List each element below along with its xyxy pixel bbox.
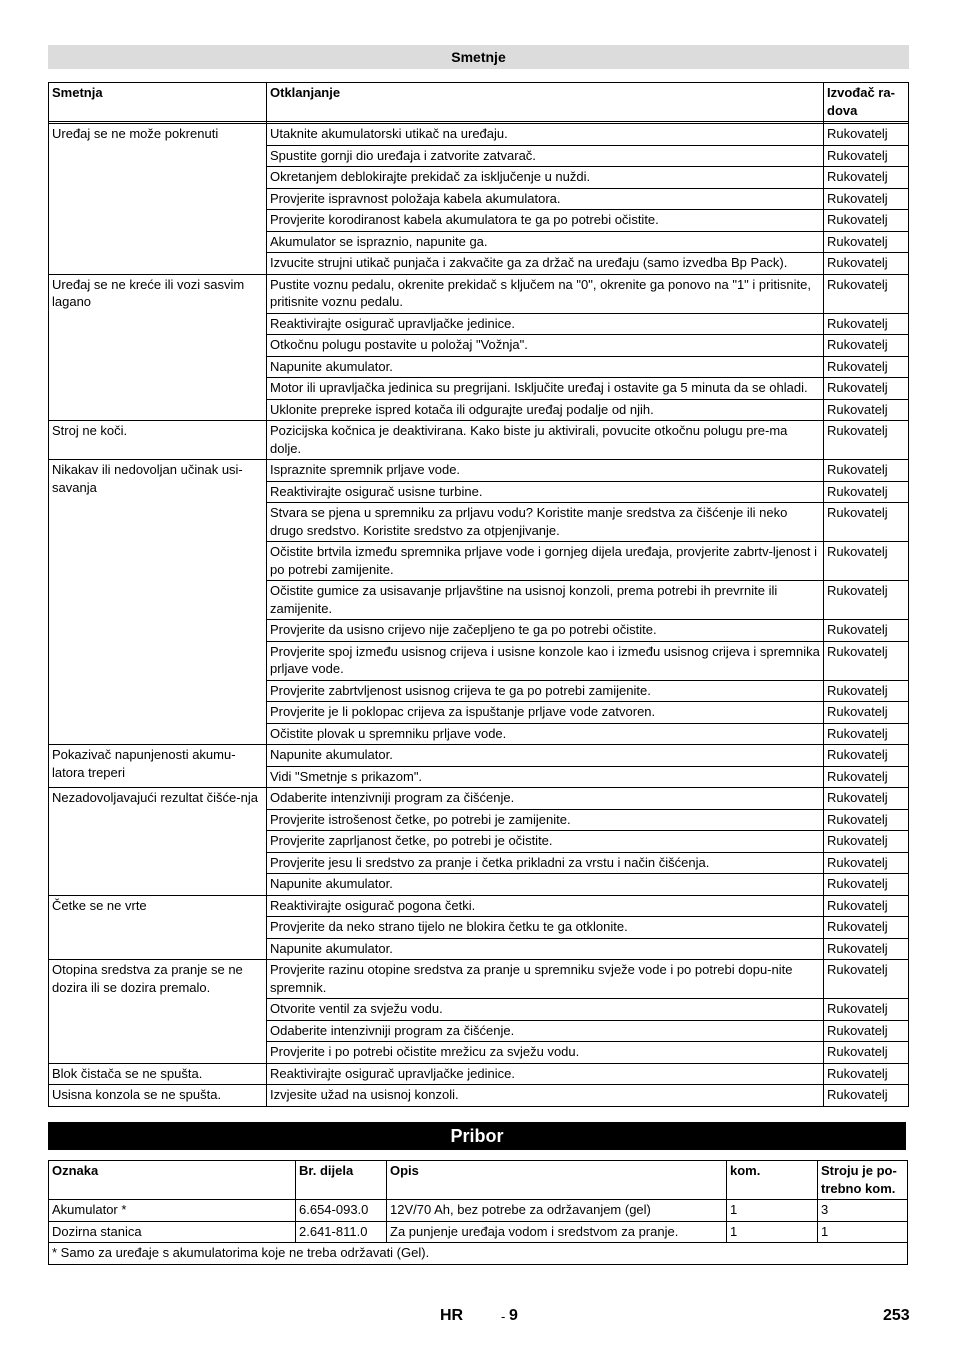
performer-cell: Rukovatelj (824, 356, 909, 378)
fault-cell: Otopina sredstva za pranje se ne dozira ili se dozira premalo. (49, 960, 267, 1064)
performer-cell: Rukovatelj (824, 1063, 909, 1085)
accessory-cell: 2.641-811.0 (296, 1221, 387, 1243)
table-row (49, 1063, 909, 1085)
performer-cell: Rukovatelj (824, 274, 909, 313)
remedy-cell: Napunite akumulator. (267, 874, 824, 896)
table-row (49, 788, 909, 810)
table-row (49, 960, 909, 999)
remedy-cell: Očistite brtvila između spremnika prljave vode i gornjeg dijela uređaja, provjerite zabrtv-ljenost i po potrebi zamijenite. (267, 542, 824, 581)
remedy-cell: Provjerite da neko strano tijelo ne blokira četku te ga otklonite. (267, 917, 824, 939)
fault-cell: Uređaj se ne kreće ili vozi sasvim lagano (49, 274, 267, 421)
accessory-cell: Za punjenje uređaja vodom i sredstvom za pranje. (387, 1221, 727, 1243)
remedy-cell: Odaberite intenzivniji program za čišćenje. (267, 1020, 824, 1042)
performer-cell: Rukovatelj (824, 680, 909, 702)
remedy-cell: Provjerite jesu li sredstvo za pranje i četka prikladni za vrstu i način čišćenja. (267, 852, 824, 874)
footer-language: HR (440, 1307, 464, 1324)
smetnje-table (48, 82, 909, 1107)
smetnje-header-row (49, 83, 909, 122)
performer-cell: Rukovatelj (824, 210, 909, 232)
performer-cell: Rukovatelj (824, 378, 909, 400)
accessory-cell: 1 (818, 1221, 908, 1243)
table-row (49, 1200, 908, 1222)
accessory-cell: 6.654-093.0 (296, 1200, 387, 1222)
performer-cell: Rukovatelj (824, 788, 909, 810)
footer-page-local: 9 (509, 1307, 518, 1324)
remedy-cell: Reaktivirajte osigurač upravljačke jedinice. (267, 1063, 824, 1085)
performer-cell: Rukovatelj (824, 1020, 909, 1042)
remedy-cell: Provjerite istrošenost četke, po potrebi je zamijenite. (267, 809, 824, 831)
performer-cell: Rukovatelj (824, 167, 909, 189)
header-potrebno-kom: Stroju je po- trebno kom. (818, 1161, 908, 1200)
performer-cell: Rukovatelj (824, 1085, 909, 1107)
remedy-cell: Napunite akumulator. (267, 745, 824, 767)
pribor-section-title: Pribor (48, 1122, 906, 1150)
performer-cell: Rukovatelj (824, 542, 909, 581)
header-smetnja: Smetnja (49, 83, 267, 122)
performer-cell: Rukovatelj (824, 852, 909, 874)
remedy-cell: Provjerite zabrtvljenost usisnog crijeva te ga po potrebi zamijenite. (267, 680, 824, 702)
remedy-cell: Motor ili upravljačka jedinica su pregrijani. Isključite uređaj i ostavite ga 5 minuta da se ohladi. (267, 378, 824, 400)
performer-cell: Rukovatelj (824, 581, 909, 620)
performer-cell: Rukovatelj (824, 503, 909, 542)
remedy-cell: Provjerite spoj između usisnog crijeva i usisne konzole kao i između usisnog crijeva i spremnika prljave vode. (267, 641, 824, 680)
remedy-cell: Očistite gumice za usisavanje prljavštine na usisnoj konzoli, prema potrebi ih prevrnite ili zamijenite. (267, 581, 824, 620)
footer-dash: - (501, 1309, 506, 1324)
remedy-cell: Provjerite i po potrebi očistite mrežicu za svježu vodu. (267, 1042, 824, 1064)
fault-cell: Usisna konzola se ne spušta. (49, 1085, 267, 1107)
table-row (49, 1221, 908, 1243)
pribor-body (49, 1200, 908, 1265)
footnote-row (49, 1243, 908, 1265)
performer-cell: Rukovatelj (824, 313, 909, 335)
header-opis: Opis (387, 1161, 727, 1200)
fault-cell: Četke se ne vrte (49, 895, 267, 960)
performer-cell: Rukovatelj (824, 460, 909, 482)
footnote-cell: * Samo za uređaje s akumulatorima koje ne treba održavati (Gel). (49, 1243, 908, 1265)
remedy-cell: Otvorite ventil za svježu vodu. (267, 999, 824, 1021)
table-row (49, 124, 909, 146)
remedy-cell: Vidi "Smetnje s prikazom". (267, 766, 824, 788)
performer-cell: Rukovatelj (824, 145, 909, 167)
fault-cell: Uređaj se ne može pokrenuti (49, 124, 267, 275)
accessory-cell: 1 (727, 1221, 818, 1243)
fault-cell: Blok čistača se ne spušta. (49, 1063, 267, 1085)
performer-cell: Rukovatelj (824, 481, 909, 503)
remedy-cell: Okretanjem deblokirajte prekidač za isključenje u nuždi. (267, 167, 824, 189)
remedy-cell: Provjerite razinu otopine sredstva za pranje u spremniku svježe vode i po potrebi dopu-nite spremnik. (267, 960, 824, 999)
remedy-cell: Izvjesite užad na usisnoj konzoli. (267, 1085, 824, 1107)
remedy-cell: Očistite plovak u spremniku prljave vode. (267, 723, 824, 745)
header-oznaka: Oznaka (49, 1161, 296, 1200)
smetnje-body (49, 124, 909, 1107)
fault-cell: Pokazivač napunjenosti akumu-latora treperi (49, 745, 267, 788)
remedy-cell: Otkočnu polugu postavite u položaj "Vožnja". (267, 335, 824, 357)
performer-cell: Rukovatelj (824, 723, 909, 745)
performer-cell: Rukovatelj (824, 745, 909, 767)
footer-page-number: 253 (883, 1307, 910, 1324)
accessory-cell: 12V/70 Ah, bez potrebe za održavanjem (gel) (387, 1200, 727, 1222)
remedy-cell: Reaktivirajte osigurač pogona četki. (267, 895, 824, 917)
table-row (49, 745, 909, 767)
table-row (49, 1085, 909, 1107)
performer-cell: Rukovatelj (824, 335, 909, 357)
performer-cell: Rukovatelj (824, 253, 909, 275)
header-izvodac: Izvođač ra- dova (824, 83, 909, 122)
remedy-cell: Ispraznite spremnik prljave vode. (267, 460, 824, 482)
performer-cell: Rukovatelj (824, 620, 909, 642)
remedy-cell: Napunite akumulator. (267, 938, 824, 960)
remedy-cell: Napunite akumulator. (267, 356, 824, 378)
table-row (49, 895, 909, 917)
fault-cell: Stroj ne koči. (49, 421, 267, 460)
accessory-cell: Dozirna stanica (49, 1221, 296, 1243)
performer-cell: Rukovatelj (824, 124, 909, 146)
remedy-cell: Provjerite korodiranost kabela akumulatora te ga po potrebi očistite. (267, 210, 824, 232)
remedy-cell: Stvara se pjena u spremniku za prljavu vodu? Koristite manje sredstva za čišćenje ili neko drugo sredstvo. Koristite sredstvo za otpjenjivanje. (267, 503, 824, 542)
smetnje-section-title: Smetnje (48, 45, 909, 69)
performer-cell: Rukovatelj (824, 421, 909, 460)
performer-cell: Rukovatelj (824, 641, 909, 680)
pribor-table (48, 1160, 908, 1265)
remedy-cell: Akumulator se ispraznio, napunite ga. (267, 231, 824, 253)
performer-cell: Rukovatelj (824, 831, 909, 853)
header-br-dijela: Br. dijela (296, 1161, 387, 1200)
remedy-cell: Provjerite je li poklopac crijeva za ispuštanje prljave vode zatvoren. (267, 702, 824, 724)
performer-cell: Rukovatelj (824, 766, 909, 788)
table-row (49, 274, 909, 313)
header-kom: kom. (727, 1161, 818, 1200)
fault-cell: Nikakav ili nedovoljan učinak usi-savanja (49, 460, 267, 745)
performer-cell: Rukovatelj (824, 895, 909, 917)
pribor-header-row (49, 1161, 908, 1200)
performer-cell: Rukovatelj (824, 231, 909, 253)
performer-cell: Rukovatelj (824, 702, 909, 724)
remedy-cell: Provjerite ispravnost položaja kabela akumulatora. (267, 188, 824, 210)
accessory-cell: 3 (818, 1200, 908, 1222)
remedy-cell: Utaknite akumulatorski utikač na uređaju. (267, 124, 824, 146)
table-row (49, 421, 909, 460)
remedy-cell: Spustite gornji dio uređaja i zatvorite zatvarač. (267, 145, 824, 167)
performer-cell: Rukovatelj (824, 399, 909, 421)
performer-cell: Rukovatelj (824, 809, 909, 831)
accessory-cell: Akumulator * (49, 1200, 296, 1222)
remedy-cell: Izvucite strujni utikač punjača i zakvačite ga za držač na uređaju (samo izvedba Bp Pack). (267, 253, 824, 275)
accessory-cell: 1 (727, 1200, 818, 1222)
remedy-cell: Provjerite da usisno crijevo nije začepljeno te ga po potrebi očistite. (267, 620, 824, 642)
remedy-cell: Provjerite zaprljanost četke, po potrebi je očistite. (267, 831, 824, 853)
table-row (49, 460, 909, 482)
performer-cell: Rukovatelj (824, 874, 909, 896)
remedy-cell: Reaktivirajte osigurač usisne turbine. (267, 481, 824, 503)
performer-cell: Rukovatelj (824, 999, 909, 1021)
header-otklanjanje: Otklanjanje (267, 83, 824, 122)
performer-cell: Rukovatelj (824, 938, 909, 960)
performer-cell: Rukovatelj (824, 960, 909, 999)
fault-cell: Nezadovoljavajući rezultat čišće-nja (49, 788, 267, 896)
performer-cell: Rukovatelj (824, 917, 909, 939)
performer-cell: Rukovatelj (824, 1042, 909, 1064)
remedy-cell: Pozicijska kočnica je deaktivirana. Kako biste ju aktivirali, povucite otkočnu polugu pre-ma dolje. (267, 421, 824, 460)
remedy-cell: Pustite voznu pedalu, okrenite prekidač s ključem na "0", okrenite ga ponovo na "1" i pritisnite, pritisnite voznu pedalu. (267, 274, 824, 313)
remedy-cell: Uklonite prepreke ispred kotača ili odgurajte uređaj podalje od njih. (267, 399, 824, 421)
remedy-cell: Odaberite intenzivniji program za čišćenje. (267, 788, 824, 810)
performer-cell: Rukovatelj (824, 188, 909, 210)
remedy-cell: Reaktivirajte osigurač upravljačke jedinice. (267, 313, 824, 335)
